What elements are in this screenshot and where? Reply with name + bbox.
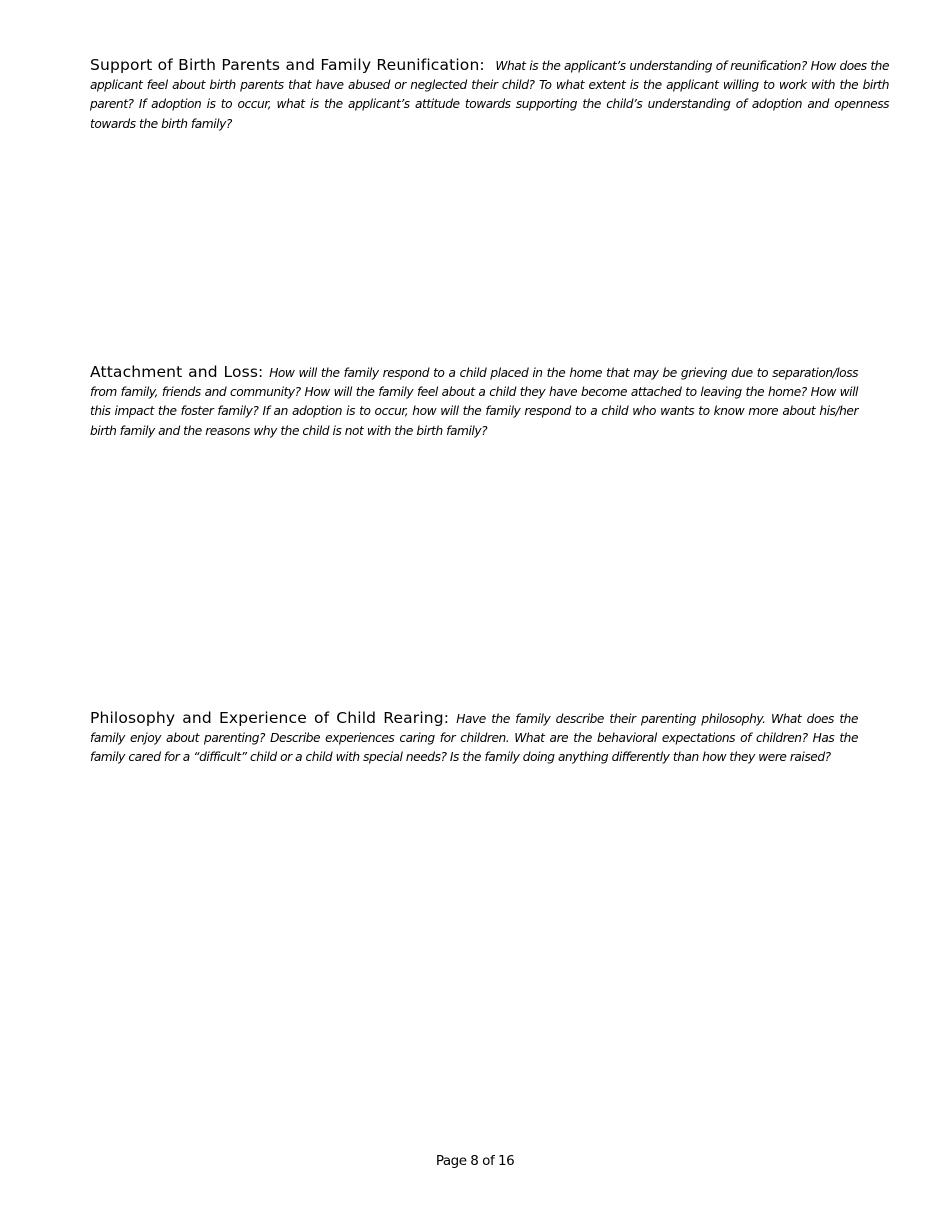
- section-prompt: How will the family respond to a child placed in the home that may be grieving due to separation/loss from family, friends and community? How will the family feel about a child they have become attached to leaving the home? How will this impact the foster family? If an adoption is to occur, how will the family respond to a child who wants to know more about his/her birth family and the reasons why the child is not with the birth family?: [90, 366, 858, 438]
- section-attachment-loss: [90, 363, 858, 440]
- section-child-rearing: [90, 709, 858, 767]
- section-reunification: [90, 56, 889, 133]
- section-heading: Attachment and Loss:: [90, 363, 264, 381]
- section-heading: Support of Birth Parents and Family Reunification:: [90, 56, 485, 74]
- page-number: Page 8 of 16: [435, 1153, 515, 1169]
- section-prompt: What is the applicant’s understanding of reunification? How does the applicant feel about birth parents that have abused or neglected their child? To what extent is the applicant willing to work with the birth parent? If adoption is to occur, what is the applicant’s attitude towards supporting the child’s understanding of adoption and openness towards the birth family?: [90, 59, 889, 131]
- section-prompt: Have the family describe their parenting philosophy. What does the family enjoy about parenting? Describe experiences caring for children. What are the behavioral expectations of children? Has the family cared for a “difficult” child or a child with special needs? Is the family doing anything differently than how they were raised?: [90, 712, 859, 765]
- section-heading: Philosophy and Experience of Child Rearing:: [90, 709, 450, 727]
